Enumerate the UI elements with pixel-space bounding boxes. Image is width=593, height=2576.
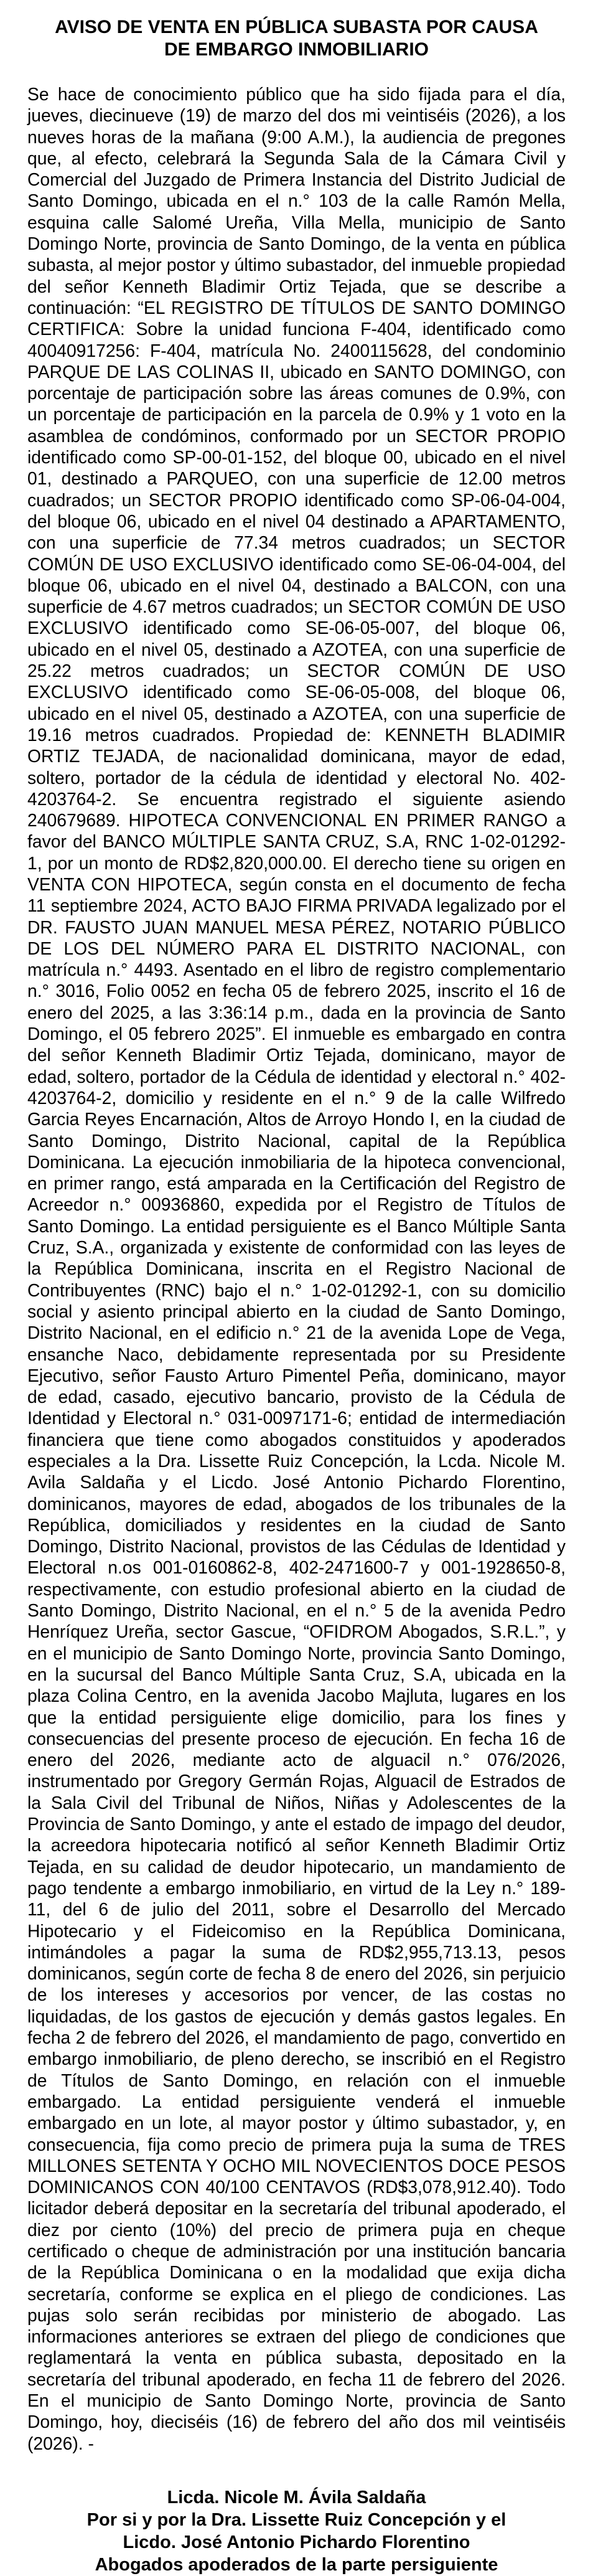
signature-block (27, 2486, 566, 2576)
notice-body-text: Se hace de conocimiento público que ha sido fijada para el día, jueves, diecinueve (19) de marzo del dos mi veintiséis (2026), a los nueves horas de la mañana (9:00 A.M.), la audiencia de pregones que, al efecto, celebrará la Segunda Sala de la Cámara Civil y Comercial del Juzgado de Primera Instancia del Distrito Judicial de Santo Domingo, ubicada en el n.° 103 de la calle Ramón Mella, esquina calle Salomé Ureña, Villa Mella, municipio de Santo Domingo Norte, provincia de Santo Domingo, de la venta en pública subasta, al mejor postor y último subastador, del inmueble propiedad del señor Kenneth Bladimir Ortiz Tejada, que se describe a continuación: “EL REGISTRO DE TÍTULOS DE SANTO DOMINGO CERTIFICA: Sobre la unidad funciona F-404, identificado como 40040917256: F-404, matrícula No. 2400115628, del condominio PARQUE DE LAS COLINAS II, ubicado en SANTO DOMINGO, con porcentaje de participación sobre las áreas comunes de 0.9%, con un porcentaje de participación en la parcela de 0.9% y 1 voto en la asamblea de condóminos, conformado por un SECTOR PROPIO identificado como SP-00-01-152, del bloque 00, ubicado en el nivel 01, destinado a PARQUEO, con una superficie de 12.00 metros cuadrados; un SECTOR PROPIO identificado como SP-06-04-004, del bloque 06, ubicado en el nivel 04 destinado a APARTAMENTO, con una superficie de 77.34 metros cuadrados; un SECTOR COMÚN DE USO EXCLUSIVO identificado como SE-06-04-004, del bloque 06, ubicado en el nivel 04, destinado a BALCON, con una superficie de 4.67 metros cuadrados; un SECTOR COMÚN DE USO EXCLUSIVO identificado como SE-06-05-007, del bloque 06, ubicado en el nivel 05, destinado a AZOTEA, con una superficie de 25.22 metros cuadrados; un SECTOR COMÚN DE USO EXCLUSIVO identificado como SE-06-05-008, del bloque 06, ubicado en el nivel 05, destinado a AZOTEA, con una superficie de 19.16 metros cuadrados. Propiedad de: KENNETH BLADIMIR ORTIZ TEJADA, de nacionalidad dominicana, mayor de edad, soltero, portador de la cédula de identidad y electoral No. 402-4203764-2. Se encuentra registrado el siguiente asiendo 240679689. HIPOTECA CONVENCIONAL EN PRIMER RANGO a favor del BANCO MÚLTIPLE SANTA CRUZ, S.A, RNC 1-02-01292-1, por un monto de RD$2,820,000.00. El derecho tiene su origen en VENTA CON HIPOTECA, según consta en el documento de fecha 11 septiembre 2024, ACTO BAJO FIRMA PRIVADA legalizado por el DR. FAUSTO JUAN MANUEL MESA PÉREZ, NOTARIO PÚBLICO DE LOS DEL NÚMERO PARA EL DISTRITO NACIONAL, con matrícula n.° 4493. Asentado en el libro de registro complementario n.° 3016, Folio 0052 en fecha 05 de febrero 2025, inscrito el 16 de enero del 2025, a las 3:36:14 p.m., dada en la provincia de Santo Domingo, el 05 febrero 2025”. El inmueble es embargado en contra del señor Kenneth Bladimir Ortiz Tejada, dominicano, mayor de edad, soltero, portador de la Cédula de identidad y electoral n.° 402-4203764-2, domicilio y residente en el n.° 9 de la calle Wilfredo Garcia Reyes Encarnación, Altos de Arroyo Hondo I, en la ciudad de Santo Domingo, Distrito Nacional, capital de la República Dominicana. La ejecución inmobiliaria de la hipoteca convencional, en primer rango, está amparada en la Certificación del Registro de Acreedor n.° 00936860, expedida por el Registro de Títulos de Santo Domingo. La entidad persiguiente es el Banco Múltiple Santa Cruz, S.A., organizada y existente de conformidad con las leyes de la República Dominicana, inscrita en el Registro Nacional de Contribuyentes (RNC) bajo el n.° 1-02-01292-1, con su domicilio social y asiento principal abierto en la ciudad de Santo Domingo, Distrito Nacional, en el edificio n.° 21 de la avenida Lope de Vega, ensanche Naco, debidamente representada por su Presidente Ejecutivo, señor Fausto Arturo Pimentel Peña, dominicano, mayor de edad, casado, ejecutivo bancario, provisto de la Cédula de Identidad y Electoral n.° 031-0097171-6; entidad de intermediación financiera que tiene como abogados constituidos y apoderados especiales a la Dra. Lissette Ruiz Concepción, la Lcda. Nicole M. Avila Saldaña y el Licdo. José Antonio Pichardo Florentino, dominicanos, mayores de edad, abogados de los tribunales de la República, domiciliados y residentes en la ciudad de Santo Domingo, Distrito Nacional, provistos de las Cédulas de Identidad y Electoral n.os 001-0160862-8, 402-2471600-7 y 001-1928650-8, respectivamente, con estudio profesional abierto en la ciudad de Santo Domingo, Distrito Nacional, en el n.° 5 de la avenida Pedro Henríquez Ureña, sector Gascue, “OFIDROM Abogados, S.R.L.”, y en el municipio de Santo Domingo Norte, provincia Santo Domingo, en la sucursal del Banco Múltiple Santa Cruz, S.A, ubicada en la plaza Colina Centro, en la avenida Jacobo Majluta, lugares en los que la entidad persiguiente elige domicilio, para los fines y consecuencias del presente proceso de ejecución. En fecha 16 de enero del 2026, mediante acto de alguacil n.° 076/2026, instrumentado por Gregory Germán Rojas, Alguacil de Estrados de la Sala Civil del Tribunal de Niños, Niñas y Adolescentes de la Provincia de Santo Domingo, y ante el estado de impago del deudor, la acreedora hipotecaria notificó al señor Kenneth Bladimir Ortiz Tejada, en su calidad de deudor hipotecario, un mandamiento de pago tendente a embargo inmobiliario, en virtud de la Ley n.° 189-11, del 6 de julio del 2011, sobre el Desarrollo del Mercado Hipotecario y el Fideicomiso en la República Dominicana, intimándoles a pagar la suma de RD$2,955,713.13, pesos dominicanos, según corte de fecha 8 de enero del 2026, sin perjuicio de los intereses y accesorios por vencer, de las costas no liquidadas, de los gastos de ejecución y demás gastos legales. En fecha 2 de febrero del 2026, el mandamiento de pago, convertido en embargo inmobiliario, de pleno derecho, se inscribió en el Registro de Títulos de Santo Domingo, en relación con el inmueble embargado. La entidad persiguiente venderá el inmueble embargado en un lote, al mayor postor y último subastador, y, en consecuencia, fija como precio de primera puja la suma de TRES MILLONES SETENTA Y OCHO MIL NOVECIENTOS DOCE PESOS DOMINICANOS CON 40/100 CENTAVOS (RD$3,078,912.40). Todo licitador deberá depositar en la secretaría del tribunal apoderado, el diez por ciento (10%) del precio de primera puja en cheque certificado o cheque de administración por una institución bancaria de la República Dominicana o en la modalidad que exija dicha secretaría, conforme se explica en el pliego de condiciones. Las pujas solo serán recibidas por ministerio de abogado. Las informaciones anteriores se extraen del pliego de condiciones que reglamentará la venta en pública subasta, depositado en la secretaría del tribunal apoderado, en fecha 11 de febrero del 2026. En el municipio de Santo Domingo Norte, provincia de Santo Domingo, hoy, dieciséis (16) de febrero del año dos mil veintiséis (2026). - (27, 84, 566, 2453)
notice-title-line-1: AVISO DE VENTA EN PÚBLICA SUBASTA POR CAUSA (55, 17, 538, 37)
notice-title (27, 16, 566, 61)
notice-title-line-2: DE EMBARGO INMOBILIARIO (164, 39, 429, 60)
signature-line-2: Por si y por la Dra. Lissette Ruiz Concepción y el (86, 2509, 507, 2530)
signature-line-3: Licdo. José Antonio Pichardo Florentino (123, 2532, 470, 2552)
signature-line-1: Licda. Nicole M. Ávila Saldaña (167, 2487, 426, 2508)
signature-line-4: Abogados apoderados de la parte persiguiente (95, 2554, 498, 2575)
